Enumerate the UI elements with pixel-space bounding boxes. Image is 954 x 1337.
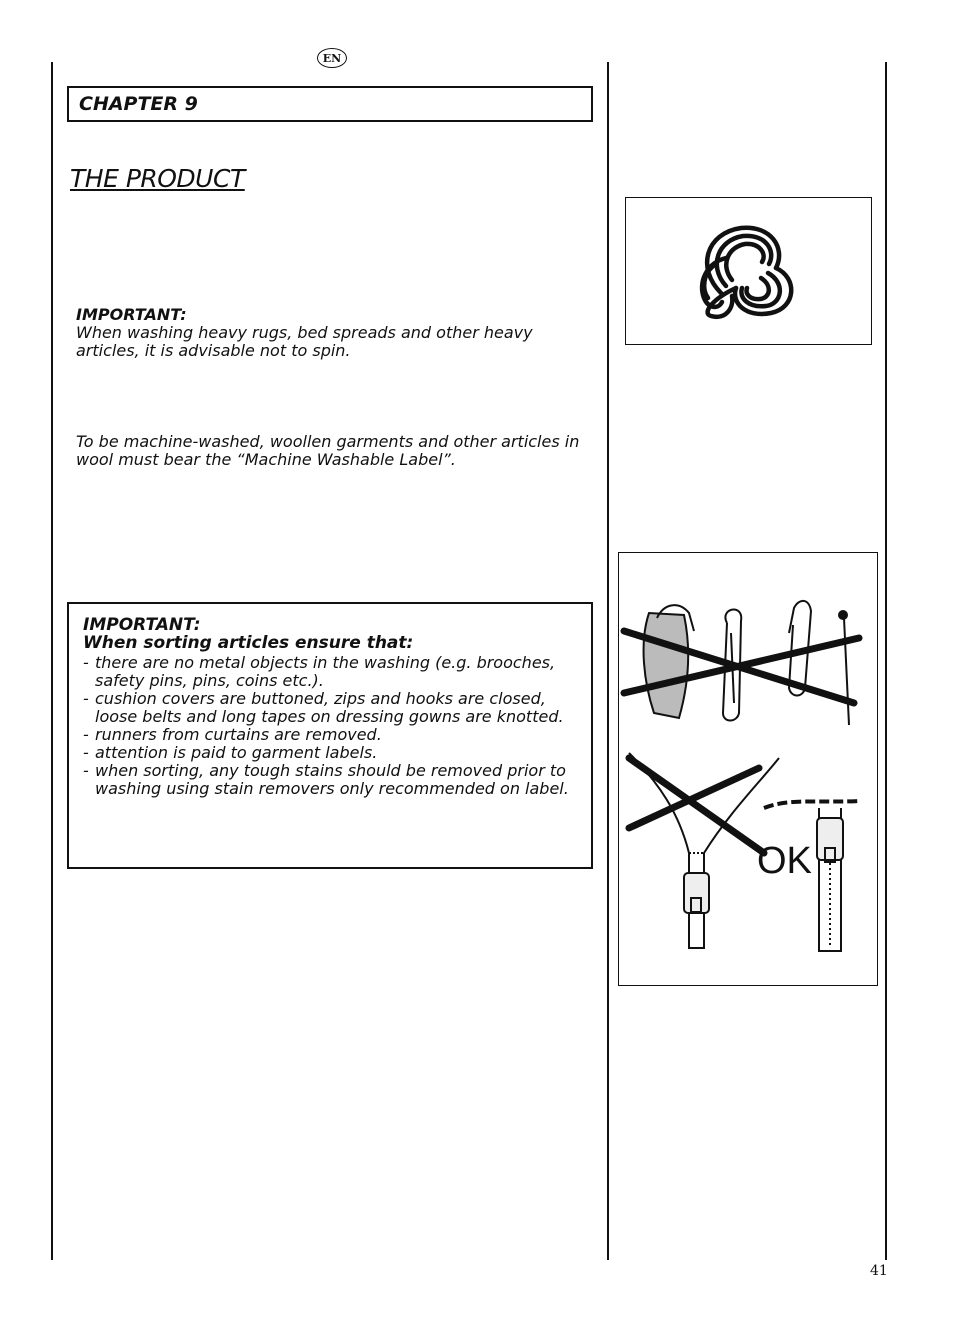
right-margin-rule [885, 62, 887, 1260]
page-title: THE PRODUCT [70, 164, 245, 193]
cross-icon [629, 758, 764, 853]
list-item: - there are no metal objects in the washing (e.g. brooches, safety pins, pins, coins etc.). [83, 654, 581, 690]
list-item: - attention is paid to garment labels. [83, 744, 581, 762]
woolmark-icon [626, 198, 870, 343]
ok-label: OK [757, 840, 812, 882]
pin-icon [844, 618, 849, 725]
page-number: 41 [870, 1263, 888, 1279]
sorting-figure [618, 552, 878, 986]
heavy-items-note [76, 306, 576, 360]
sorting-heading: IMPORTANT: [83, 615, 201, 635]
woolmark-figure [625, 197, 872, 345]
sorting-subheading: When sorting articles ensure that: [83, 633, 414, 653]
list-item: - when sorting, any tough stains should be removed prior to washing using stain removers only recommended on label. [83, 762, 581, 798]
left-margin-rule [51, 62, 53, 1260]
wool-note [76, 433, 596, 469]
heavy-items-text: When washing heavy rugs, bed spreads and other heavy articles, it is advisable not to spin. [76, 323, 533, 360]
list-item: - runners from curtains are removed. [83, 726, 581, 744]
list-item: - cushion covers are buttoned, zips and hooks are closed, loose belts and long tapes on dressing gowns are knotted. [83, 690, 581, 726]
wool-note-text: To be machine-washed, woollen garments and other articles in wool must bear the “Machine Washable Label”. [76, 432, 580, 469]
heavy-items-heading: IMPORTANT: [76, 305, 187, 324]
sorting-important-box [67, 602, 593, 869]
chapter-label: CHAPTER 9 [79, 93, 198, 115]
sorting-illustration [619, 553, 876, 984]
chapter-heading-box [67, 86, 593, 122]
brooch-icon [644, 613, 689, 718]
sorting-list [83, 654, 581, 798]
column-divider-rule [607, 62, 609, 1260]
language-badge: EN [317, 48, 347, 68]
